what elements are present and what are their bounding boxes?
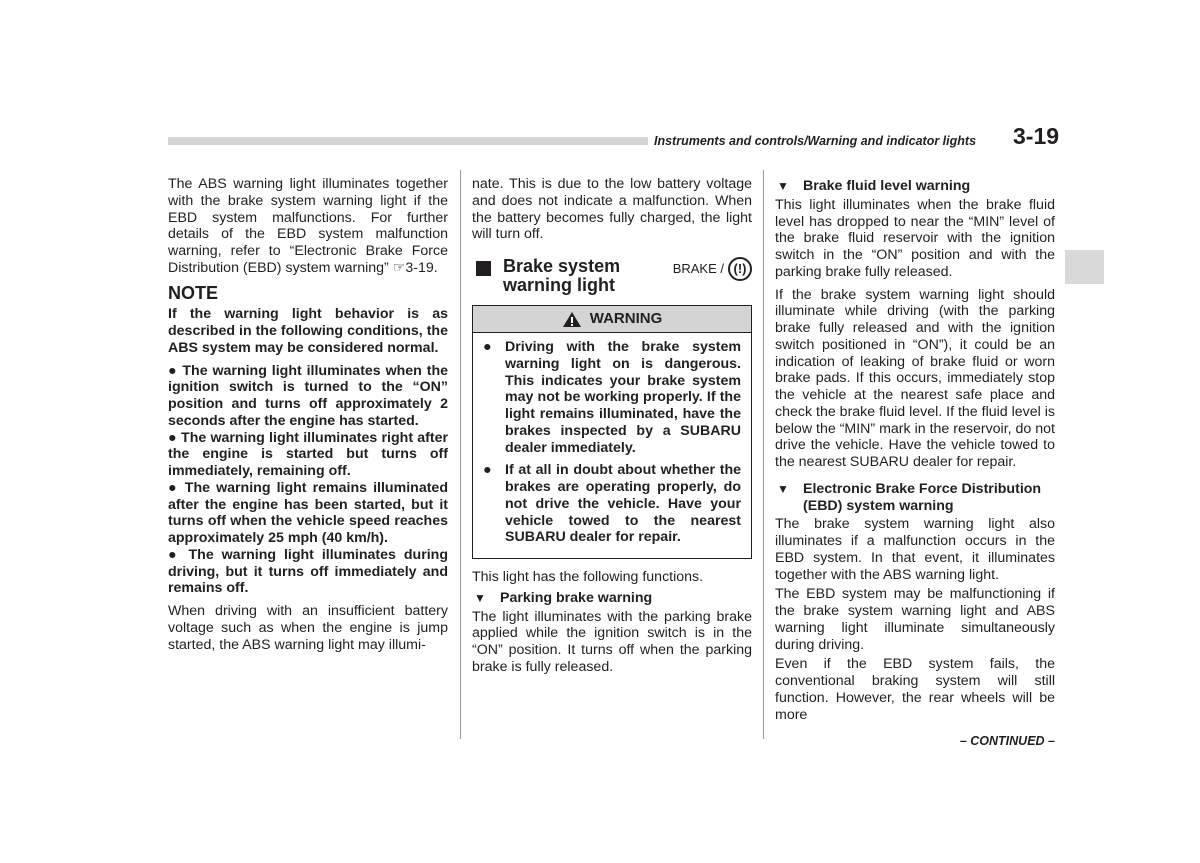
chapter-tab [1065,250,1104,284]
note-title: NOTE [168,282,219,303]
warning-triangle-icon [562,311,582,328]
down-triangle-icon: ▼ [474,590,486,605]
continued-label: – CONTINUED – [959,734,1055,748]
down-triangle-icon: ▼ [777,179,789,193]
note-item: ● The warning light illuminates during driving, but it turns off immediately and remains off. [168,546,448,597]
section-title-line: Brake system [503,256,621,276]
ebd-heading-line: Electronic Brake Force Distribution [803,480,1042,497]
warning-header [473,306,751,333]
page-number: 3-19 [1013,123,1060,149]
ebd-paragraph: The brake system warning light also illuminates if a malfunction occurs in the EBD system. In that event, it illuminates together with the ABS warning light. [775,516,1055,583]
ebd-heading-line: (EBD) system warning [803,497,954,514]
warning-item-text: If at all in doubt about whether the brakes are operating properly, do not drive the vehicle. Have your vehicle towed to the nearest SUBARU dealer for repair. [505,462,741,546]
warning-item-text: Driving with the brake system warning light on is dangerous. This indicates your brake system may not be working properly. If the light remains illuminated, have the brakes inspected by a SUBARU dealer immediately. [505,339,741,456]
battery-continued-paragraph: nate. This is due to the low battery voltage and does not indicate a malfunction. When the battery becomes fully charged, the light will turn off. [472,176,752,243]
column-2 [472,176,752,676]
battery-voltage-paragraph: When driving with an insufficient battery voltage such as when the engine is jump started, the ABS warning light may illumi- [168,603,448,653]
warning-box [472,305,752,559]
section-square-icon [476,261,491,276]
brake-warning-section-heading [472,257,752,295]
ebd-paragraph: Even if the EBD system fails, the conventional braking system will still function. However, the rear wheels will be more [775,656,1055,723]
warning-body [473,333,751,558]
column-3 [775,178,1055,723]
note-item: ● The warning light illuminates when the ignition switch is turned to the “ON” position and turns off approximately 2 seconds after the engine has started. [168,362,448,429]
ebd-paragraph: The EBD system may be malfunctioning if the brake system warning light and ABS warning light illuminate simultaneously during driving. [775,586,1055,653]
section-header: Instruments and controls/Warning and indicator lights [654,134,977,148]
column-divider-1 [460,170,461,739]
column-1 [168,176,448,653]
functions-paragraph: This light has the following functions. [472,569,704,585]
brake-warning-symbol [673,257,752,281]
bullet-icon: ● [483,462,492,479]
brake-circle-icon: (!) [728,257,752,281]
column-divider-2 [763,170,764,739]
fluid-leak-paragraph: If the brake system warning light should illuminate while driving (with the parking brake fully released and with the ignition switch positioned in “ON”), it could be an indication of leaking of brake fluid or worn brake pads. If this occurs, immediately stop the vehicle at the nearest safe place and check the brake fluid level. If the fluid level is below the “MIN” mark in the reservoir, do not drive the vehicle. Have the vehicle towed to the nearest SUBARU dealer for repair. [775,286,1055,470]
warning-item [481,339,741,456]
ebd-heading [775,481,1055,515]
parking-brake-heading-text: Parking brake warning [500,589,653,606]
down-triangle-icon: ▼ [777,481,789,496]
note-lead: If the warning light behavior is as described in the following conditions, the ABS system may be considered normal. [168,306,448,356]
header-rule [168,137,648,145]
parking-brake-paragraph: The light illuminates with the parking brake applied while the ignition switch is in the “ON” position. It turns off when the parking brake is fully released. [472,608,752,675]
bullet-icon: ● [483,339,492,355]
parking-brake-heading [472,590,752,607]
fluid-level-heading-text: Brake fluid level warning [803,178,971,194]
warning-label: WARNING [589,309,663,327]
fluid-level-paragraph: This light illuminates when the brake fluid level has dropped to near the “MIN” level of the brake fluid reservoir with the ignition switch in the “ON” position and with the parking brake fully released. [775,196,1055,280]
fluid-level-heading [775,178,1055,195]
brake-symbol-text: BRAKE / [672,260,724,276]
note-item: ● The warning light illuminates right after the engine is started but turns off immediately, remaining off. [168,429,448,479]
abs-ebd-paragraph: The ABS warning light illuminates together with the brake system warning light if the EBD system malfunctions. For further details of the EBD system malfunction warning, refer to “Electronic Brake Force Distribution (EBD) system warning” ☞3-19. [168,176,448,276]
warning-item [481,462,741,546]
note-item: ● The warning light remains illuminated after the engine has been started, but it turns off when the vehicle speed reaches approximately 25 mph (40 km/h). [168,479,448,546]
section-title-line: warning light [503,275,615,295]
